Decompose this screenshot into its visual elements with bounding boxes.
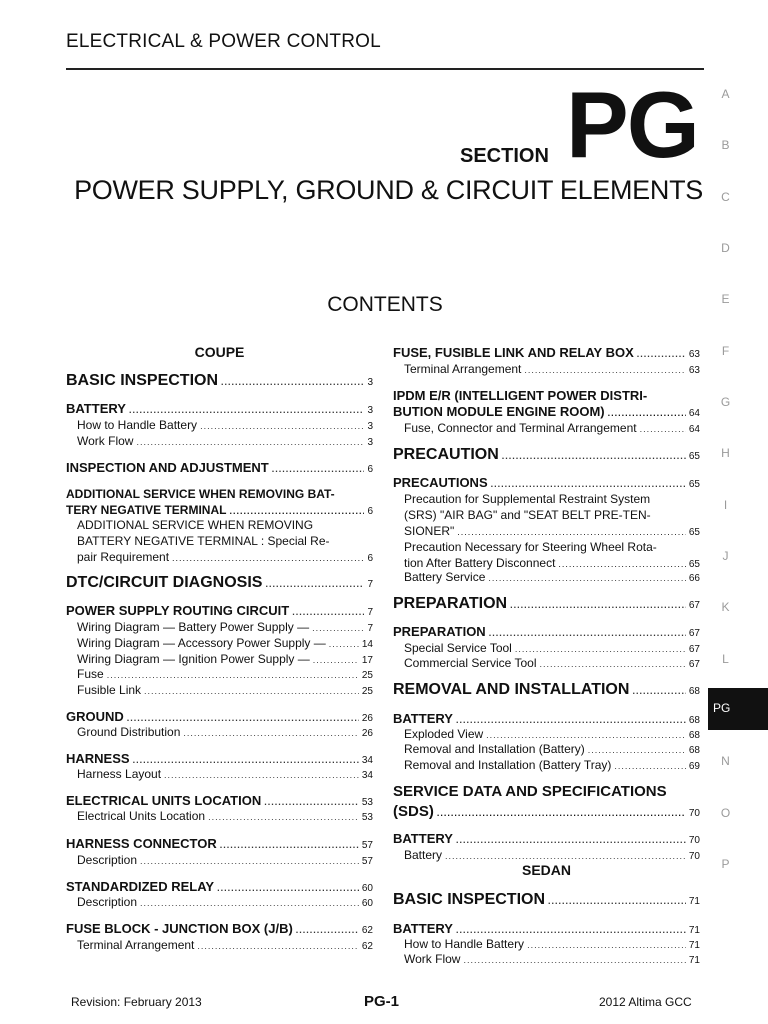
toc-page: 34 [361, 770, 373, 781]
toc-entry[interactable] [66, 683, 373, 697]
toc-title: HARNESS CONNECTOR [66, 836, 217, 851]
footer-page-number: PG-1 [364, 993, 400, 1010]
toc-page: 63 [688, 349, 700, 360]
toc-entry[interactable] [393, 345, 700, 360]
toc-entry[interactable] [66, 574, 373, 592]
toc-title: DTC/CIRCUIT DIAGNOSIS [66, 574, 263, 591]
toc-page: 6 [367, 464, 373, 475]
toc-entry[interactable] [393, 475, 700, 490]
dot-leader [129, 405, 364, 415]
toc-page: 57 [361, 840, 373, 851]
toc-entry[interactable] [393, 362, 700, 376]
tab-f[interactable]: F [721, 344, 730, 358]
toc-entry[interactable] [66, 836, 373, 851]
toc-entry[interactable] [393, 711, 700, 726]
toc-title: Terminal Arrangement [77, 938, 195, 952]
toc-page: 65 [688, 451, 700, 462]
tab-d[interactable]: D [721, 241, 730, 255]
dot-leader [540, 659, 686, 669]
footer-revision: Revision: February 2013 [71, 995, 202, 1009]
tab-k[interactable]: K [721, 600, 730, 614]
toc-entry[interactable] [393, 831, 700, 846]
toc-entry[interactable] [393, 446, 700, 464]
dot-leader [640, 424, 686, 434]
section-word: SECTION [460, 145, 549, 167]
tab-i[interactable]: I [723, 498, 728, 512]
toc-title: GROUND [66, 709, 124, 724]
dot-leader [527, 940, 686, 950]
tab-e[interactable]: E [721, 292, 730, 306]
dot-leader [456, 925, 686, 935]
toc-title: Removal and Installation (Battery) [404, 742, 585, 756]
dot-leader [220, 840, 359, 850]
toc-entry[interactable] [66, 603, 373, 618]
dot-leader [292, 607, 364, 617]
dot-leader [208, 812, 359, 822]
toc-title: BATTERY [393, 711, 453, 726]
toc-page: 71 [688, 955, 700, 966]
toc-title: PREPARATION [393, 624, 486, 639]
toc-title: How to Handle Battery [77, 418, 198, 432]
dot-leader [296, 925, 359, 935]
toc-page: 7 [367, 579, 373, 590]
tab-g[interactable]: G [720, 395, 731, 409]
toc-title: Special Service Tool [404, 641, 512, 655]
toc-page: 68 [688, 730, 700, 741]
dot-leader [133, 755, 359, 765]
dot-leader [312, 623, 364, 633]
dot-leader [200, 421, 364, 431]
toc-page: 6 [367, 506, 373, 517]
toc-title: Exploded View [404, 727, 484, 741]
toc-entry[interactable] [66, 725, 373, 739]
toc-title: Wiring Diagram — Accessory Power Supply — [77, 636, 326, 650]
toc-title: Battery [404, 848, 443, 862]
dot-leader [140, 856, 359, 866]
toc-page: 14 [361, 639, 373, 650]
dot-leader [172, 550, 364, 566]
toc-entry[interactable] [393, 921, 700, 936]
toc-page: 68 [688, 745, 700, 756]
dot-leader [614, 761, 685, 771]
toc-title: Terminal Arrangement [404, 362, 522, 376]
toc-page: 3 [367, 421, 373, 432]
toc-page: 67 [688, 600, 700, 611]
toc-page: 62 [361, 941, 373, 952]
toc-title: Ground Distribution [77, 725, 181, 739]
toc-title: Electrical Units Location [77, 809, 206, 823]
toc-entry[interactable] [393, 758, 700, 772]
toc-entry[interactable] [66, 401, 373, 416]
group-heading-sedan: SEDAN [521, 862, 571, 878]
toc-page: 53 [361, 812, 373, 823]
toc-entry[interactable] [393, 624, 700, 639]
dot-leader [140, 898, 359, 908]
toc-entry[interactable] [393, 742, 700, 756]
dot-leader [144, 686, 359, 696]
toc-page: 3 [367, 405, 373, 416]
toc-title: BASIC INSPECTION [393, 891, 546, 908]
section-code: PG [566, 72, 698, 177]
toc-entry[interactable] [66, 751, 373, 766]
toc-title: INSPECTION AND ADJUSTMENT [66, 460, 269, 475]
dot-leader [488, 573, 686, 583]
toc-entry[interactable] [393, 727, 700, 741]
toc-page: 67 [688, 659, 700, 670]
running-header: ELECTRICAL & POWER CONTROL [66, 31, 381, 52]
toc-page: 60 [361, 898, 373, 909]
dot-leader [136, 437, 364, 447]
toc-title: PRECAUTIONS [393, 475, 488, 490]
toc-page: 3 [367, 377, 373, 388]
section-index-tabs [708, 0, 768, 1024]
toc-page: 25 [361, 686, 373, 697]
toc-page: 65 [688, 479, 700, 490]
toc-title: Removal and Installation (Battery Tray) [404, 758, 612, 772]
toc-title: BATTERY [66, 401, 126, 416]
toc-page: 70 [688, 835, 700, 846]
toc-title: PREPARATION [393, 595, 508, 612]
toc-title-line: SERVICE DATA AND SPECIFICATIONS [393, 783, 667, 800]
toc-page: 7 [367, 607, 373, 618]
toc-page: 63 [688, 365, 700, 376]
toc-title: Fuse, Connector and Terminal Arrangement [404, 421, 637, 435]
toc-title-line: TERY NEGATIVE TERMINAL [66, 503, 227, 517]
toc-entry[interactable] [393, 848, 700, 862]
tab-pg-active[interactable]: PG [708, 688, 768, 730]
group-heading-coupe: COUPE [194, 344, 245, 360]
toc-title: BATTERY [393, 831, 453, 846]
dot-leader [217, 883, 359, 893]
toc-entry[interactable] [66, 895, 373, 909]
toc-title: POWER SUPPLY ROUTING CIRCUIT [66, 603, 290, 618]
toc-entry[interactable] [393, 681, 700, 699]
tab-c[interactable]: C [721, 190, 730, 204]
toc-title: BASIC INSPECTION [66, 372, 219, 389]
toc-entry[interactable] [393, 641, 700, 655]
dot-leader [515, 644, 686, 654]
toc-entry[interactable] [393, 656, 700, 670]
dot-leader [127, 713, 359, 723]
toc-page: 26 [361, 713, 373, 724]
toc-entry[interactable] [66, 517, 373, 567]
toc-page: 67 [688, 644, 700, 655]
toc-page: 7 [367, 623, 373, 634]
dot-leader [608, 405, 686, 421]
dot-leader [265, 579, 364, 589]
toc-title: Wiring Diagram — Ignition Power Supply — [77, 652, 310, 666]
toc-page: 62 [361, 925, 373, 936]
tab-p[interactable]: P [721, 857, 730, 871]
toc-entry[interactable] [66, 418, 373, 432]
dot-leader [548, 896, 686, 906]
dot-leader [272, 464, 365, 474]
toc-page: 70 [688, 808, 700, 819]
toc-title: HARNESS [66, 751, 130, 766]
toc-entry[interactable] [66, 793, 373, 808]
toc-title: Fusible Link [77, 683, 142, 697]
toc-entry[interactable] [66, 853, 373, 867]
toc-entry[interactable] [393, 491, 700, 541]
section-title: POWER SUPPLY, GROUND & CIRCUIT ELEMENTS [74, 175, 703, 205]
toc-title-line: tion After Battery Disconnect [404, 556, 556, 570]
toc-title-line: ADDITIONAL SERVICE WHEN REMOVING [77, 518, 314, 532]
toc-page: 3 [367, 437, 373, 448]
toc-page: 70 [688, 851, 700, 862]
toc-entry[interactable] [66, 434, 373, 448]
toc-page: 69 [688, 761, 700, 772]
toc-page: 67 [688, 628, 700, 639]
dot-leader [437, 803, 686, 823]
dot-leader [486, 730, 686, 740]
toc-title: PRECAUTION [393, 446, 499, 463]
toc-title: Commercial Service Tool [404, 656, 537, 670]
toc-title-line: Precaution Necessary for Steering Wheel Rota- [404, 540, 657, 554]
toc-page: 66 [688, 573, 700, 584]
toc-title: Battery Service [404, 570, 486, 584]
dot-leader [456, 835, 686, 845]
toc-title: Work Flow [404, 952, 461, 966]
dot-leader [489, 628, 686, 638]
toc-entry[interactable] [66, 460, 373, 475]
tab-n[interactable]: N [721, 754, 730, 768]
toc-title-line: BATTERY NEGATIVE TERMINAL : Special Re- [77, 534, 330, 548]
toc-title-line: ADDITIONAL SERVICE WHEN REMOVING BAT- [66, 487, 335, 501]
toc-entry[interactable] [393, 421, 700, 435]
toc-entry[interactable] [66, 938, 373, 952]
toc-page: 65 [688, 559, 700, 570]
toc-title: How to Handle Battery [404, 937, 525, 951]
tab-a[interactable]: A [721, 87, 730, 101]
toc-entry[interactable] [393, 891, 700, 909]
dot-leader [637, 349, 686, 359]
toc-entry[interactable] [66, 709, 373, 724]
toc-title: FUSE, FUSIBLE LINK AND RELAY BOX [393, 345, 634, 360]
toc-title: Work Flow [77, 434, 134, 448]
dot-leader [510, 600, 686, 610]
toc-page: 60 [361, 883, 373, 894]
toc-entry[interactable] [393, 952, 700, 966]
tab-b[interactable]: B [721, 138, 730, 152]
dot-leader [264, 797, 359, 807]
dot-leader [457, 524, 686, 540]
toc-entry[interactable] [66, 809, 373, 823]
tab-j[interactable]: J [722, 549, 729, 563]
dot-leader [491, 479, 686, 489]
toc-page: 65 [688, 527, 700, 538]
toc-page: 25 [361, 670, 373, 681]
toc-page: 64 [688, 408, 700, 419]
dot-leader [329, 639, 359, 649]
dot-leader [221, 377, 364, 387]
toc-title-line: (SRS) "AIR BAG" and "SEAT BELT PRE-TEN- [404, 508, 651, 522]
toc-entry[interactable] [66, 921, 373, 936]
dot-leader [456, 715, 686, 725]
toc-title-line: pair Requirement [77, 550, 170, 564]
toc-title: Fuse [77, 667, 104, 681]
dot-leader [524, 365, 685, 375]
footer-model: 2012 Altima GCC [599, 995, 692, 1009]
toc-page: 34 [361, 755, 373, 766]
toc-page: 71 [688, 925, 700, 936]
dot-leader [107, 670, 359, 680]
toc-page: 17 [361, 655, 373, 666]
dot-leader [183, 728, 358, 738]
toc-page: 71 [688, 896, 700, 907]
header-rule [66, 68, 704, 70]
toc-title: STANDARDIZED RELAY [66, 879, 215, 894]
tab-l[interactable]: L [722, 652, 729, 666]
dot-leader [588, 745, 686, 755]
toc-title: ELECTRICAL UNITS LOCATION [66, 793, 262, 808]
toc-entry[interactable] [66, 372, 373, 390]
toc-title: BATTERY [393, 921, 453, 936]
toc-page: 57 [361, 856, 373, 867]
toc-title: Harness Layout [77, 767, 162, 781]
dot-leader [445, 851, 686, 861]
contents-heading: CONTENTS [327, 293, 443, 316]
toc-title-line: (SDS) [393, 803, 434, 820]
dot-leader [632, 686, 685, 696]
dot-leader [463, 955, 685, 965]
toc-page: 71 [688, 940, 700, 951]
toc-page: 53 [361, 797, 373, 808]
toc-entry[interactable] [66, 879, 373, 894]
dot-leader [502, 451, 686, 461]
toc-entry[interactable] [393, 595, 700, 613]
toc-page: 64 [688, 424, 700, 435]
toc-page: 68 [688, 686, 700, 697]
dot-leader [164, 770, 359, 780]
dot-leader [313, 655, 359, 665]
toc-entry[interactable] [66, 767, 373, 781]
toc-entry[interactable] [66, 486, 373, 520]
toc-title-line: Precaution for Supplemental Restraint System [404, 492, 651, 506]
tab-h[interactable]: H [721, 446, 730, 460]
toc-page: 26 [361, 728, 373, 739]
toc-entry[interactable] [393, 782, 700, 824]
toc-entry[interactable] [66, 620, 373, 634]
dot-leader [197, 941, 358, 951]
toc-entry[interactable] [66, 667, 373, 681]
toc-title: Description [77, 895, 138, 909]
tab-o[interactable]: O [720, 806, 731, 820]
toc-page: 68 [688, 715, 700, 726]
toc-title: FUSE BLOCK - JUNCTION BOX (J/B) [66, 921, 293, 936]
toc-entry[interactable] [66, 652, 373, 666]
toc-title-line: BUTION MODULE ENGINE ROOM) [393, 404, 605, 419]
toc-title: REMOVAL AND INSTALLATION [393, 681, 630, 698]
toc-entry[interactable] [66, 636, 373, 650]
toc-entry[interactable] [393, 570, 700, 584]
toc-title-line: IPDM E/R (INTELLIGENT POWER DISTRI- [393, 388, 648, 403]
toc-page: 6 [367, 553, 373, 564]
toc-entry[interactable] [393, 539, 700, 573]
toc-title: Wiring Diagram — Battery Power Supply — [77, 620, 310, 634]
toc-title: Description [77, 853, 138, 867]
toc-title-line: SIONER" [404, 524, 455, 538]
toc-entry[interactable] [393, 937, 700, 951]
toc-entry[interactable] [393, 388, 700, 422]
